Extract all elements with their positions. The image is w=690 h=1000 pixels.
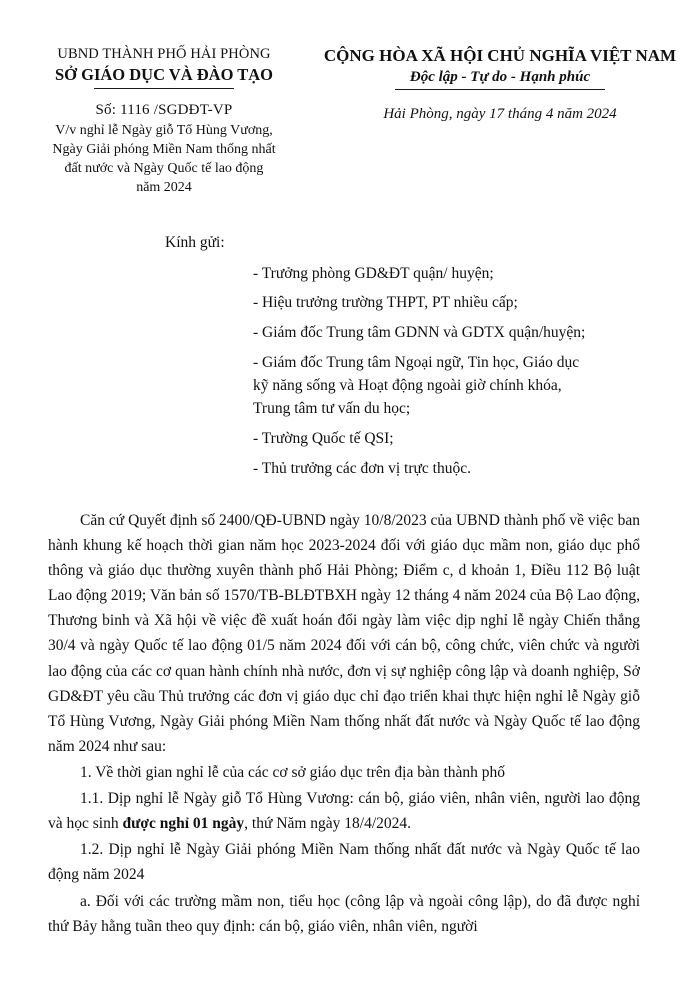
document-subheader	[0, 102, 690, 198]
document-subject-line-2: Ngày Giải phóng Miền Nam thống nhất	[52, 141, 276, 157]
place-date-block	[314, 102, 686, 198]
recipient-item: - Giám đốc Trung tâm GDNN và GDTX quận/huyện;	[253, 324, 586, 342]
recipient-item: - Hiệu trưởng trường THPT, PT nhiều cấp;	[253, 294, 518, 312]
header-left-divider	[94, 88, 234, 89]
issuing-authority-block	[0, 46, 314, 89]
recipient-item: - Giám đốc Trung tâm Ngoại ngữ, Tin học, Giáo dục	[253, 354, 580, 372]
header-right-divider	[395, 89, 605, 90]
recipient-item: - Thủ trưởng các đơn vị trực thuộc.	[253, 460, 471, 478]
body-paragraph-intro: Căn cứ Quyết định số 2400/QĐ-UBND ngày 10/8/2023 của UBND thành phố về việc ban hành khung kế hoạch thời gian năm học 2023-2024 đối với giáo dục mầm non, giáo dục phổ thông và giáo dục thường xuyên thành phố Hải Phòng; Điểm c, d khoản 1, Điều 112 Bộ luật Lao động 2019; Văn bản số 1570/TB-BLĐTBXH ngày 12 tháng 4 năm 2024 của Bộ Lao động, Thương binh và Xã hội về việc đề xuất hoán đổi ngày làm việc dịp nghỉ lễ ngày Chiến thắng 30/4 và ngày Quốc tế lao động 01/5 năm 2024 đối với cán bộ, công chức, viên chức và người lao động của các cơ quan hành chính nhà nước, đơn vị sự nghiệp công lập và doanh nghiệp, Sở GD&ĐT yêu cầu Thủ trưởng các đơn vị giáo dục chỉ đạo triển khai thực hiện nghỉ lễ Ngày giỗ Tổ Hùng Vương, Ngày Giải phóng Miền Nam thống nhất đất nước và Ngày Quốc tế lao động năm 2024 như sau:	[48, 511, 640, 755]
recipient-item-continuation: Trung tâm tư vấn du học;	[253, 400, 411, 418]
body-item-1-1-pre: 1.1. Dịp nghỉ lễ Ngày giỗ Tổ Hùng Vương: cán bộ, giáo viên, nhân viên, người lao động và học sinh	[48, 790, 640, 833]
national-title: CỘNG HÒA XÃ HỘI CHỦ NGHĨA VIỆT NAM	[323, 46, 677, 65]
document-header	[0, 0, 690, 90]
recipient-item: - Trường Quốc tế QSI;	[253, 430, 394, 448]
body-item-1-2: 1.2. Dịp nghỉ lễ Ngày Giải phóng Miền Nam thống nhất đất nước và Ngày Quốc tế lao động năm 2024	[48, 841, 640, 884]
issuing-authority-parent: UBND THÀNH PHỐ HẢI PHÒNG	[57, 46, 271, 62]
place-and-date: Hải Phòng, ngày 17 tháng 4 năm 2024	[383, 106, 617, 122]
recipient-item-continuation: kỹ năng sống và Hoạt động ngoài giờ chính khóa,	[253, 377, 562, 395]
body-item-1-1	[48, 786, 640, 836]
document-subject-line-4: năm 2024	[136, 179, 192, 195]
recipients-block	[0, 234, 690, 480]
body-item-1-1-post: , thứ Năm ngày 18/4/2024.	[244, 815, 412, 833]
issuing-authority-name: SỞ GIÁO DỤC VÀ ĐÀO TẠO	[54, 65, 274, 84]
body-item-a: a. Đối với các trường mầm non, tiểu học (công lập và ngoài công lập), do đã được nghỉ thứ Bảy hằng tuần theo quy định: cán bộ, giáo viên, nhân viên, người	[48, 892, 640, 935]
recipient-item: - Trưởng phòng GD&ĐT quận/ huyện;	[253, 264, 494, 282]
document-subject	[14, 122, 314, 198]
body-item-1-1-emphasis: được nghỉ 01 ngày	[122, 815, 245, 833]
national-heading-block	[314, 46, 686, 90]
body-item-1: 1. Về thời gian nghỉ lễ của các cơ sở giáo dục trên địa bàn thành phố	[80, 764, 506, 782]
document-subject-line-3: đất nước và Ngày Quốc tế lao động	[64, 160, 264, 176]
document-reference-block	[0, 102, 314, 198]
national-motto: Độc lập - Tự do - Hạnh phúc	[409, 69, 591, 85]
document-body	[0, 508, 690, 939]
document-number: Số: 1116 /SGDĐT-VP	[95, 102, 233, 118]
document-subject-line-1: V/v nghỉ lễ Ngày giỗ Tổ Hùng Vương,	[55, 123, 273, 138]
recipients-label: Kính gửi:	[165, 233, 225, 251]
